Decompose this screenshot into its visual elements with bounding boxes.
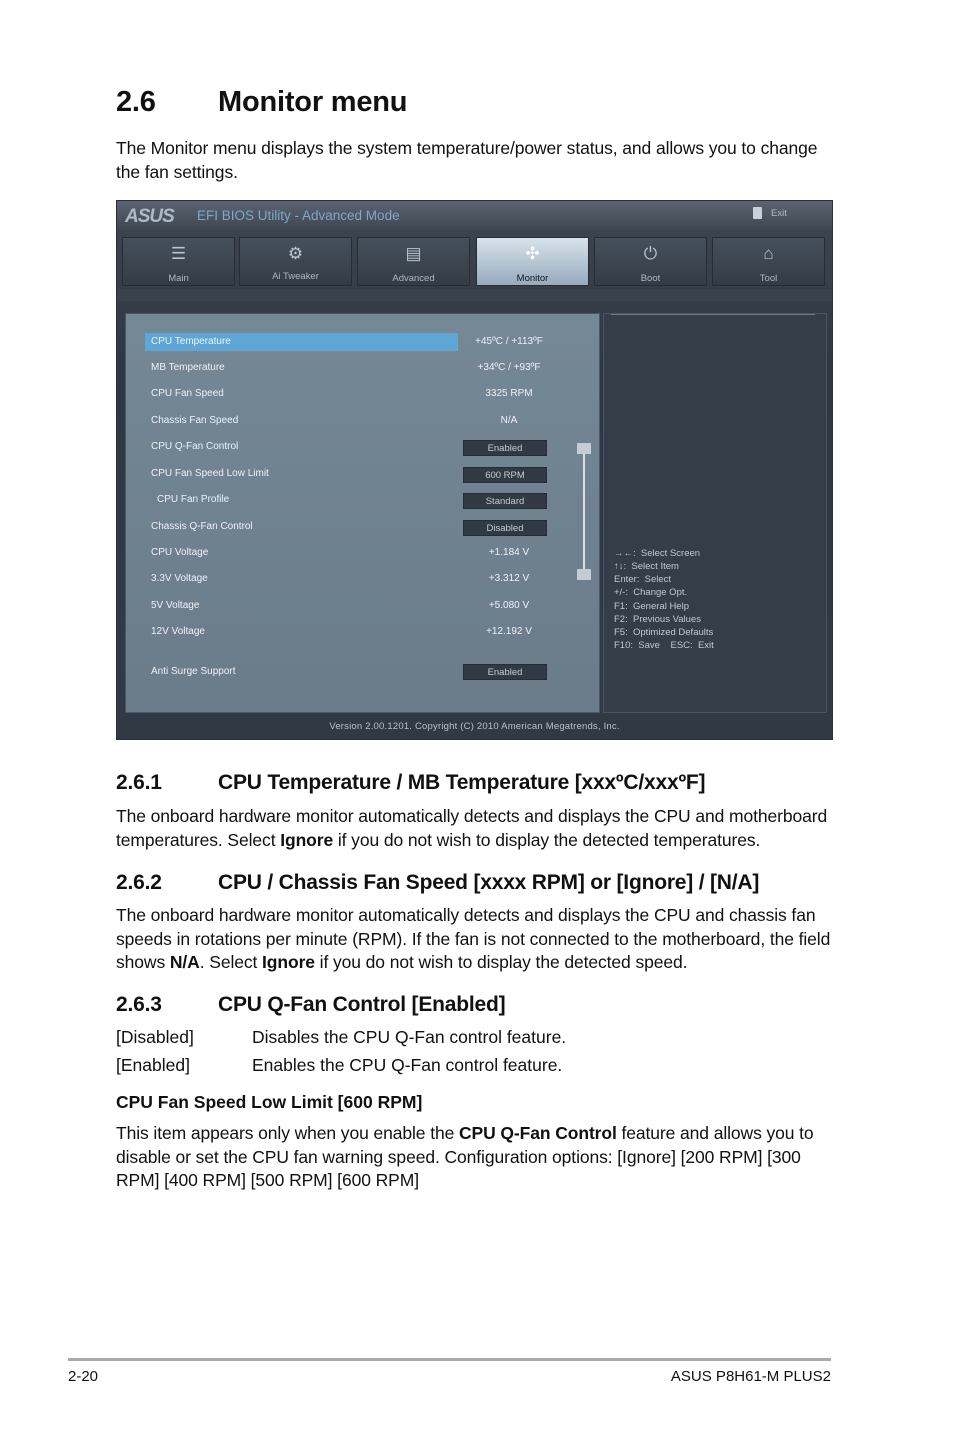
text-line: if you do not wish to display the detected temperatures.: [333, 829, 761, 850]
scroll-down-arrow-icon[interactable]: [577, 569, 591, 580]
help-line: +/-: Change Opt.: [614, 587, 688, 598]
anti-surge-support-select[interactable]: Enabled: [463, 664, 547, 680]
row-label-12v-voltage[interactable]: 12V Voltage: [151, 626, 205, 637]
section-heading: [116, 86, 407, 119]
tab-label: Main: [168, 273, 189, 284]
row-label-cpu-fan-speed-low-limit[interactable]: CPU Fan Speed Low Limit: [151, 468, 269, 479]
tab-label: Advanced: [392, 273, 435, 284]
scroll-up-arrow-icon[interactable]: [577, 443, 591, 454]
cpu-fan-speed-low-limit-select[interactable]: 600 RPM: [463, 467, 547, 483]
subsection-title: CPU Q-Fan Control [Enabled]: [218, 993, 506, 1016]
paragraph-cpu-fan-speed-low-limit: [116, 1122, 841, 1193]
product-name: ASUS P8H61-M PLUS2: [670, 1368, 831, 1385]
help-line: ↑↓: Select Item: [614, 561, 679, 572]
cpu-fan-profile-select[interactable]: Standard: [463, 493, 547, 509]
section-number: 2.6: [116, 86, 156, 118]
row-label-cpu-fan-profile[interactable]: CPU Fan Profile: [157, 494, 230, 505]
bold-term: Ignore: [280, 829, 334, 850]
text-line: speeds in rotations per minute (RPM). If the fan is not connected to the motherboard, the field: [116, 928, 831, 949]
row-label-cpu-temperature[interactable]: CPU Temperature: [151, 336, 231, 347]
option-key-enabled: [Enabled]: [116, 1055, 190, 1075]
intro-paragraph: The Monitor menu displays the system temperature/power status, and allows you to change the fan settings.: [116, 138, 818, 182]
bios-screenshot: [116, 200, 833, 740]
help-divider: [611, 314, 815, 315]
exit-button[interactable]: Exit: [771, 208, 787, 219]
monitor-icon: ✣: [525, 244, 540, 263]
row-value-5v-voltage: +5.080 V: [488, 600, 530, 611]
scrollbar-track[interactable]: [583, 445, 585, 575]
subheading-cpu-fan-speed-low-limit: CPU Fan Speed Low Limit [600 RPM]: [116, 1092, 423, 1112]
bios-help-panel: [603, 313, 827, 713]
tab-monitor[interactable]: [476, 237, 589, 286]
subsection-number: 2.6.1: [116, 771, 162, 794]
tab-main[interactable]: [122, 237, 235, 286]
power-icon: ⏻: [643, 244, 658, 263]
tab-advanced[interactable]: [357, 237, 470, 286]
text-line: RPM] [400 RPM] [500 RPM] [600 RPM]: [116, 1170, 419, 1190]
text-line: temperatures. Select: [116, 829, 281, 850]
row-label-5v-voltage[interactable]: 5V Voltage: [151, 600, 200, 611]
bios-divider: [117, 289, 832, 301]
text-line: The onboard hardware monitor automatically detects and displays the CPU and chassis fan: [116, 905, 816, 925]
exit-icon[interactable]: [753, 207, 762, 219]
help-line: F5: Optimized Defaults: [614, 627, 714, 638]
advanced-icon: ▤: [405, 244, 422, 263]
row-value-3v3-voltage: +3.312 V: [488, 573, 530, 584]
paragraph-2-6-2: [116, 904, 841, 975]
page-number: 2-20: [68, 1368, 99, 1385]
chassis-q-fan-control-select[interactable]: Disabled: [463, 520, 547, 536]
row-value-mb-temperature: +34ºC / +93ºF: [477, 362, 541, 373]
help-line: F10: Save ESC: Exit: [614, 640, 714, 651]
option-desc-disabled: Disables the CPU Q-Fan control feature.: [252, 1027, 567, 1047]
subsection-heading-2-6-2: [116, 871, 759, 895]
help-line: F1: General Help: [614, 601, 689, 612]
tab-ai-tweaker[interactable]: [239, 237, 352, 286]
tweaker-icon: ⚙: [287, 244, 304, 263]
text-line: This item appears only when you enable the: [116, 1123, 459, 1143]
row-label-cpu-voltage[interactable]: CPU Voltage: [151, 547, 209, 558]
tab-label: Boot: [640, 273, 661, 284]
text-line: The onboard hardware monitor automatically detects and displays the CPU and motherboard: [116, 806, 828, 826]
bios-settings-panel: [125, 313, 600, 713]
bold-term: N/A: [169, 952, 200, 972]
text-line: if you do not wish to display the detected speed.: [314, 952, 688, 972]
help-line: →←: Select Screen: [614, 548, 701, 559]
bold-term: Ignore: [262, 952, 315, 972]
row-value-12v-voltage: +12.192 V: [486, 626, 532, 637]
tab-label: Tool: [759, 273, 778, 284]
tab-label: Monitor: [516, 273, 549, 284]
text-line: disable or set the CPU fan warning speed. Configuration options: [Ignore] [200 RPM] [300: [116, 1146, 801, 1167]
subsection-number: 2.6.3: [116, 993, 162, 1016]
bios-version-footer: Version 2.00.1201. Copyright (C) 2010 American Megatrends, Inc.: [329, 721, 620, 732]
tool-icon: ⌂: [763, 244, 774, 263]
list-icon: ☰: [170, 244, 187, 263]
row-label-anti-surge-support[interactable]: Anti Surge Support: [151, 666, 236, 677]
row-value-cpu-voltage: +1.184 V: [488, 547, 530, 558]
paragraph-2-6-1: [116, 805, 841, 852]
subsection-heading-2-6-1: [116, 771, 705, 795]
section-title: Monitor menu: [218, 86, 408, 118]
help-line: Enter: Select: [614, 574, 672, 585]
bios-title: EFI BIOS Utility - Advanced Mode: [197, 208, 400, 223]
row-label-chassis-fan-speed[interactable]: Chassis Fan Speed: [151, 415, 239, 426]
row-label-cpu-q-fan-control[interactable]: CPU Q-Fan Control: [151, 441, 239, 452]
asus-logo: ASUS: [125, 206, 174, 227]
option-desc-enabled: Enables the CPU Q-Fan control feature.: [252, 1055, 563, 1075]
row-label-mb-temperature[interactable]: MB Temperature: [151, 362, 225, 373]
text-line: . Select: [199, 952, 263, 972]
row-label-chassis-q-fan-control[interactable]: Chassis Q-Fan Control: [151, 521, 253, 532]
bold-term: CPU Q-Fan Control: [459, 1123, 617, 1143]
row-label-cpu-fan-speed[interactable]: CPU Fan Speed: [151, 388, 224, 399]
row-value-chassis-fan-speed: N/A: [500, 415, 518, 426]
cpu-q-fan-control-select[interactable]: Enabled: [463, 440, 547, 456]
tab-boot[interactable]: [594, 237, 707, 286]
subsection-heading-2-6-3: [116, 993, 505, 1017]
tab-label: Ai Tweaker: [272, 271, 319, 282]
footer-rule: [68, 1358, 831, 1361]
text-line: shows: [116, 952, 170, 972]
row-value-cpu-fan-speed: 3325 RPM: [485, 388, 533, 399]
row-value-cpu-temperature: +45ºC / +113ºF: [475, 336, 543, 347]
help-line: F2: Previous Values: [614, 614, 701, 625]
text-line: feature and allows you to: [616, 1123, 814, 1143]
row-label-3v3-voltage[interactable]: 3.3V Voltage: [151, 573, 208, 584]
subsection-title: CPU / Chassis Fan Speed [xxxx RPM] or [Ignore] / [N/A]: [218, 871, 760, 894]
subsection-title: CPU Temperature / MB Temperature [xxxºC/xxxºF]: [218, 771, 706, 794]
tab-tool[interactable]: [712, 237, 825, 286]
option-key-disabled: [Disabled]: [116, 1027, 194, 1047]
subsection-number: 2.6.2: [116, 871, 162, 894]
